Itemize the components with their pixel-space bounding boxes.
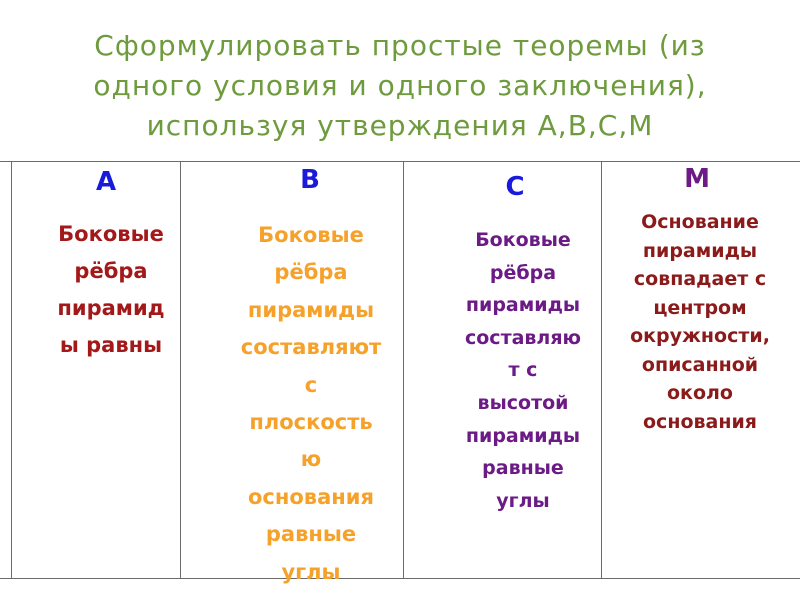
column-letter-b: В [300, 165, 320, 195]
statement-line: Основание [641, 211, 759, 233]
title-line-1: Сформулировать простые теоремы (из [94, 29, 706, 62]
statement-line: основания [643, 410, 757, 433]
statement-line: рёбра [274, 260, 348, 285]
statement-a [22, 216, 200, 364]
statement-line: углы [281, 559, 341, 584]
statement-b [210, 217, 412, 591]
statement-m [600, 208, 800, 436]
column-letter-a: А [95, 167, 117, 197]
statement-line: Боковые [258, 223, 364, 247]
statement-line: Боковые [475, 229, 571, 251]
statements-table [0, 161, 800, 584]
statement-line: около [667, 382, 733, 404]
statement-line: составляю [464, 326, 582, 349]
title-line-2: одного условия и одного заключения), [93, 69, 707, 102]
statement-line: т с [508, 359, 538, 382]
title-line-3: используя утверждения А,В,С,М [146, 109, 654, 142]
statement-line: основания [248, 484, 374, 509]
statement-line: с [304, 372, 318, 397]
statement-line: углы [496, 489, 550, 512]
statement-line: совпадает с [633, 268, 767, 290]
statement-line: Боковые [58, 222, 164, 246]
statement-line: пирамиды [465, 424, 581, 447]
column-divider [11, 162, 12, 578]
statement-line: пирамиды [247, 297, 375, 322]
slide-title [0, 26, 800, 146]
statement-line: описанной [641, 353, 759, 376]
statement-line: равные [482, 457, 564, 480]
statement-line: рёбра [74, 259, 148, 283]
statement-line: равные [265, 522, 357, 547]
statement-line: ю [300, 447, 322, 472]
statement-line: высотой [477, 391, 569, 414]
statement-c [440, 224, 606, 517]
statement-line: рёбра [489, 261, 557, 284]
statement-line: пирамиды [642, 239, 758, 262]
statement-line: плоскость [249, 410, 373, 435]
statement-line: окружности, [630, 325, 770, 347]
statement-line: ы равны [59, 333, 163, 357]
statement-line: центром [653, 296, 747, 319]
statement-line: пирамид [57, 296, 165, 320]
statement-line: составляют [240, 335, 382, 360]
column-letter-c: С [505, 172, 525, 202]
statement-line: пирамиды [465, 294, 581, 317]
column-letter-m: М [684, 164, 710, 194]
